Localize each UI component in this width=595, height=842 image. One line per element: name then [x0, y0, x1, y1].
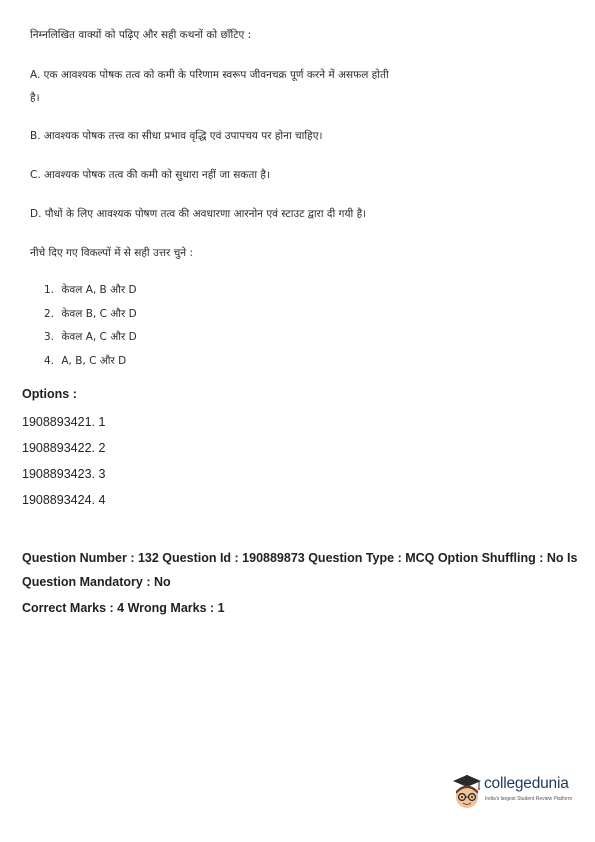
logo-wordmark: collegedunia	[484, 775, 569, 792]
meta-line-3: Correct Marks : 4 Wrong Marks : 1	[22, 601, 225, 615]
choice-number: 1.	[44, 284, 55, 296]
meta-line-1: Question Number : 132 Question Id : 190889873 Question Type : MCQ Option Shuffling : No Is	[22, 551, 578, 565]
choice-item	[44, 307, 137, 331]
choice-item	[44, 330, 137, 354]
statement-a-line1: A. एक आवश्यक पोषक तत्व को कमी के परिणाम स्वरूप जीवनचक्र पूर्ण करने में असफल होती	[30, 69, 389, 81]
choice-text: A, B, C और D	[61, 354, 127, 367]
question-instruction: निम्नलिखित वाक्यों को पढ़िए और सही कथनों को छाँटिए :	[30, 29, 252, 41]
choice-text: केवल B, C और D	[61, 307, 137, 320]
choice-number: 3.	[44, 331, 55, 343]
option-id-2: 1908893422. 2	[22, 441, 106, 455]
meta-line-2: Question Mandatory : No	[22, 575, 171, 589]
answer-prompt: नीचे दिए गए विकल्पों में से सही उत्तर चुने :	[30, 247, 193, 259]
statement-b: B. आवश्यक पोषक तत्त्व का सीधा प्रभाव वृद्धि एवं उपापचय पर होना चाहिए।	[30, 130, 323, 142]
statement-a-line2: है।	[30, 92, 40, 104]
logo-tagline: India's largest Student Review Platform	[485, 796, 573, 802]
choice-number: 4.	[44, 354, 55, 367]
choice-item	[44, 354, 137, 378]
choice-list	[44, 283, 137, 377]
option-id-3: 1908893423. 3	[22, 467, 106, 481]
options-label: Options :	[22, 387, 77, 401]
collegedunia-logo	[450, 772, 585, 812]
graduate-mascot-icon	[450, 772, 484, 812]
option-id-1: 1908893421. 1	[22, 415, 106, 429]
choice-text: केवल A, C और D	[61, 331, 137, 343]
statement-d: D. पौधों के लिए आवश्यक पोषण तत्व की अवधारणा आरनोन एवं स्टाउट द्वारा दी गयी है।	[30, 208, 367, 220]
statement-c: C. आवश्यक पोषक तत्व की कमी को सुधारा नहीं जा सकता है।	[30, 169, 270, 181]
option-id-4: 1908893424. 4	[22, 493, 106, 507]
choice-item	[44, 283, 137, 307]
choice-text: केवल A, B और D	[61, 284, 137, 296]
choice-number: 2.	[44, 307, 55, 320]
